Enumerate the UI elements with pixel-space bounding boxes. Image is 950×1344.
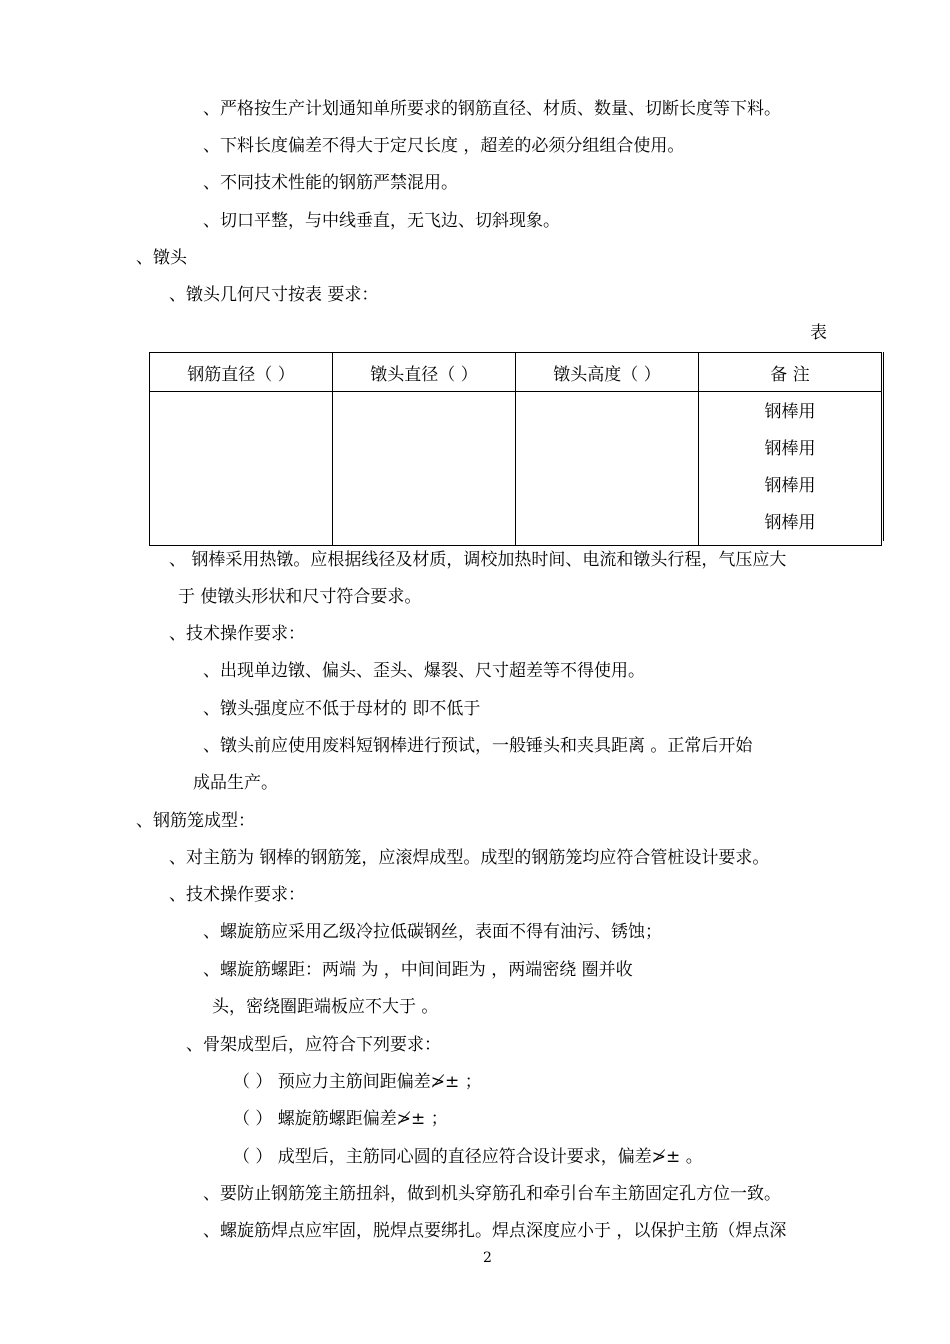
table-header-row: [150, 353, 882, 392]
text-line: 、螺旋筋应采用乙级冷拉低碳钢丝，表面不得有油污、锈蚀；: [203, 922, 662, 942]
text-line: （ ） 成型后，主筋同心圆的直径应符合设计要求，偏差≯± 。: [233, 1147, 703, 1167]
text-line: 成品生产。: [193, 773, 278, 793]
header-rebar-diameter: 钢筋直径（ ）: [150, 353, 333, 392]
text-line: 、镦头几何尺寸按表 要求：: [169, 285, 379, 305]
text-line: 、镦头: [136, 248, 187, 268]
text-line: （ ） 螺旋筋螺距偏差≯± ；: [233, 1109, 448, 1129]
text-line: 、对主筋为 钢棒的钢筋笼，应滚焊成型。成型的钢筋笼均应符合管桩设计要求。: [169, 848, 770, 868]
text-line: 、要防止钢筋笼主筋扭斜，做到机头穿筋孔和牵引台车主筋固定孔方位一致。: [203, 1184, 781, 1204]
text-line: 头，密绕圈距端板应不大于 。: [212, 997, 439, 1017]
text-line: 、螺旋筋焊点应牢固，脱焊点要绑扎。焊点深度应小于 ，以保护主筋（焊点深: [203, 1221, 787, 1241]
text-line: 、技术操作要求：: [169, 624, 305, 644]
text-line: 、出现单边镦、偏头、歪头、爆裂、尺寸超差等不得使用。: [203, 661, 645, 681]
text-line: 、技术操作要求：: [169, 885, 305, 905]
text-line: 、螺旋筋螺距：两端 为 ，中间间距为 ，两端密绕 圈并收: [203, 960, 633, 980]
text-line: 、 钢棒采用热镦。应根据线径及材质，调校加热时间、电流和镦头行程，气压应大: [169, 550, 787, 570]
page-number: 2: [483, 1250, 492, 1266]
table-label: 表: [810, 323, 827, 343]
header-head-diameter: 镦头直径（ ）: [333, 353, 516, 392]
remarks-list: [699, 392, 881, 545]
remark-item: 钢棒用: [764, 402, 816, 422]
text-line: 、切口平整，与中线垂直，无飞边、切斜现象。: [203, 211, 560, 231]
text-line: 于 使镦头形状和尺寸符合要求。: [178, 587, 422, 607]
text-line: 、骨架成型后，应符合下列要求：: [186, 1035, 441, 1055]
text-line: 、下料长度偏差不得大于定尺长度 ，超差的必须分组组合使用。: [203, 136, 685, 156]
header-remarks: 备 注: [699, 353, 882, 392]
cell-head-diameter: [333, 392, 516, 546]
header-head-height: 镦头高度（ ）: [516, 353, 699, 392]
text-line: 、镦头强度应不低于母材的 即不低于: [203, 699, 481, 719]
cell-head-height: [516, 392, 699, 546]
text-line: 、钢筋笼成型：: [136, 811, 255, 831]
text-line: （ ） 预应力主筋间距偏差≯± ；: [233, 1072, 482, 1092]
table-double-border: [883, 352, 884, 541]
remark-item: 钢棒用: [764, 439, 816, 459]
text-line: 、严格按生产计划通知单所要求的钢筋直径、材质、数量、切断长度等下料。: [203, 99, 781, 119]
cell-rebar-diameter: [150, 392, 333, 546]
remark-item: 钢棒用: [764, 513, 816, 533]
remark-item: 钢棒用: [764, 476, 816, 496]
cell-remarks: [699, 392, 882, 546]
text-line: 、镦头前应使用废料短钢棒进行预试，一般锤头和夹具距离 。正常后开始: [203, 736, 753, 756]
upset-head-dimension-table: [149, 352, 882, 546]
text-line: 、不同技术性能的钢筋严禁混用。: [203, 173, 458, 193]
table-body-row: [150, 392, 882, 546]
